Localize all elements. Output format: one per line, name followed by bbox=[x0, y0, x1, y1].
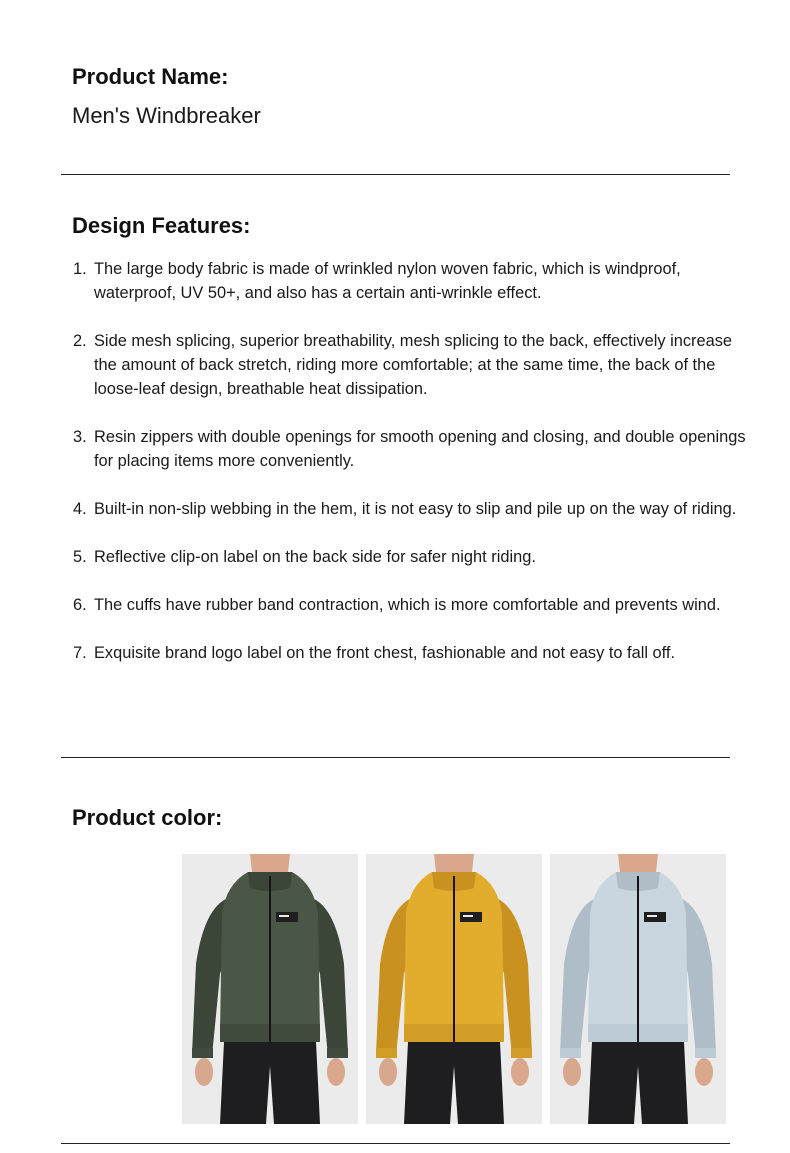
model-hand bbox=[563, 1058, 581, 1086]
feature-number: 2. bbox=[73, 332, 87, 350]
logo-mark bbox=[463, 915, 473, 917]
feature-number: 6. bbox=[73, 596, 87, 614]
feature-text: Side mesh splicing, superior breathability, mesh splicing to the back, effectively increase the amount of back stretch, riding more comfortable; at the same time, the back of the loose-leaf design, breathable heat dissipation. bbox=[94, 332, 733, 398]
feature-item-5 bbox=[73, 545, 753, 569]
jacket-image bbox=[366, 854, 542, 1124]
jacket-cuff bbox=[192, 1048, 213, 1058]
feature-number: 5. bbox=[73, 548, 87, 566]
logo-mark bbox=[279, 915, 289, 917]
jacket-cuff bbox=[327, 1048, 348, 1058]
feature-number: 3. bbox=[73, 428, 87, 446]
feature-number: 1. bbox=[73, 260, 87, 278]
feature-item-3 bbox=[73, 425, 753, 473]
design-features-heading: Design Features: bbox=[72, 213, 251, 238]
model-hand bbox=[511, 1058, 529, 1086]
jacket-cuff bbox=[560, 1048, 581, 1058]
jacket-cuff bbox=[695, 1048, 716, 1058]
product-name-value: Men's Windbreaker bbox=[72, 103, 261, 128]
feature-text: Reflective clip-on label on the back side for safer night riding. bbox=[94, 548, 536, 566]
feature-item-1 bbox=[73, 257, 753, 305]
feature-item-4 bbox=[73, 497, 753, 521]
jacket-image bbox=[182, 854, 358, 1124]
product-photo-dark-green bbox=[182, 854, 358, 1124]
jacket-cuff bbox=[376, 1048, 397, 1058]
product-color-gallery bbox=[182, 854, 726, 1124]
feature-text: The large body fabric is made of wrinkled nylon woven fabric, which is windproof, waterproof, UV 50+, and also has a certain anti-wrinkle effect. bbox=[94, 260, 681, 302]
feature-text: Built-in non-slip webbing in the hem, it is not easy to slip and pile up on the way of riding. bbox=[94, 500, 737, 518]
product-photo-light-blue bbox=[550, 854, 726, 1124]
model-hand bbox=[695, 1058, 713, 1086]
feature-number: 7. bbox=[73, 644, 87, 662]
jacket-cuff bbox=[511, 1048, 532, 1058]
divider bbox=[61, 1143, 730, 1144]
feature-item-6 bbox=[73, 593, 753, 617]
features-list bbox=[73, 257, 753, 689]
feature-text: The cuffs have rubber band contraction, which is more comfortable and prevents wind. bbox=[94, 596, 721, 614]
divider bbox=[61, 757, 730, 758]
jacket-image bbox=[550, 854, 726, 1124]
feature-item-7 bbox=[73, 641, 753, 665]
feature-text: Resin zippers with double openings for smooth opening and closing, and double openings for placing items more conveniently. bbox=[94, 428, 746, 470]
model-hand bbox=[195, 1058, 213, 1086]
logo-mark bbox=[647, 915, 657, 917]
model-hand bbox=[379, 1058, 397, 1086]
product-color-heading: Product color: bbox=[72, 805, 223, 830]
model-hand bbox=[327, 1058, 345, 1086]
product-photo-yellow bbox=[366, 854, 542, 1124]
divider bbox=[61, 174, 730, 175]
feature-text: Exquisite brand logo label on the front chest, fashionable and not easy to fall off. bbox=[94, 644, 676, 662]
feature-number: 4. bbox=[73, 500, 87, 518]
product-name-heading: Product Name: bbox=[72, 64, 229, 89]
feature-item-2 bbox=[73, 329, 753, 401]
